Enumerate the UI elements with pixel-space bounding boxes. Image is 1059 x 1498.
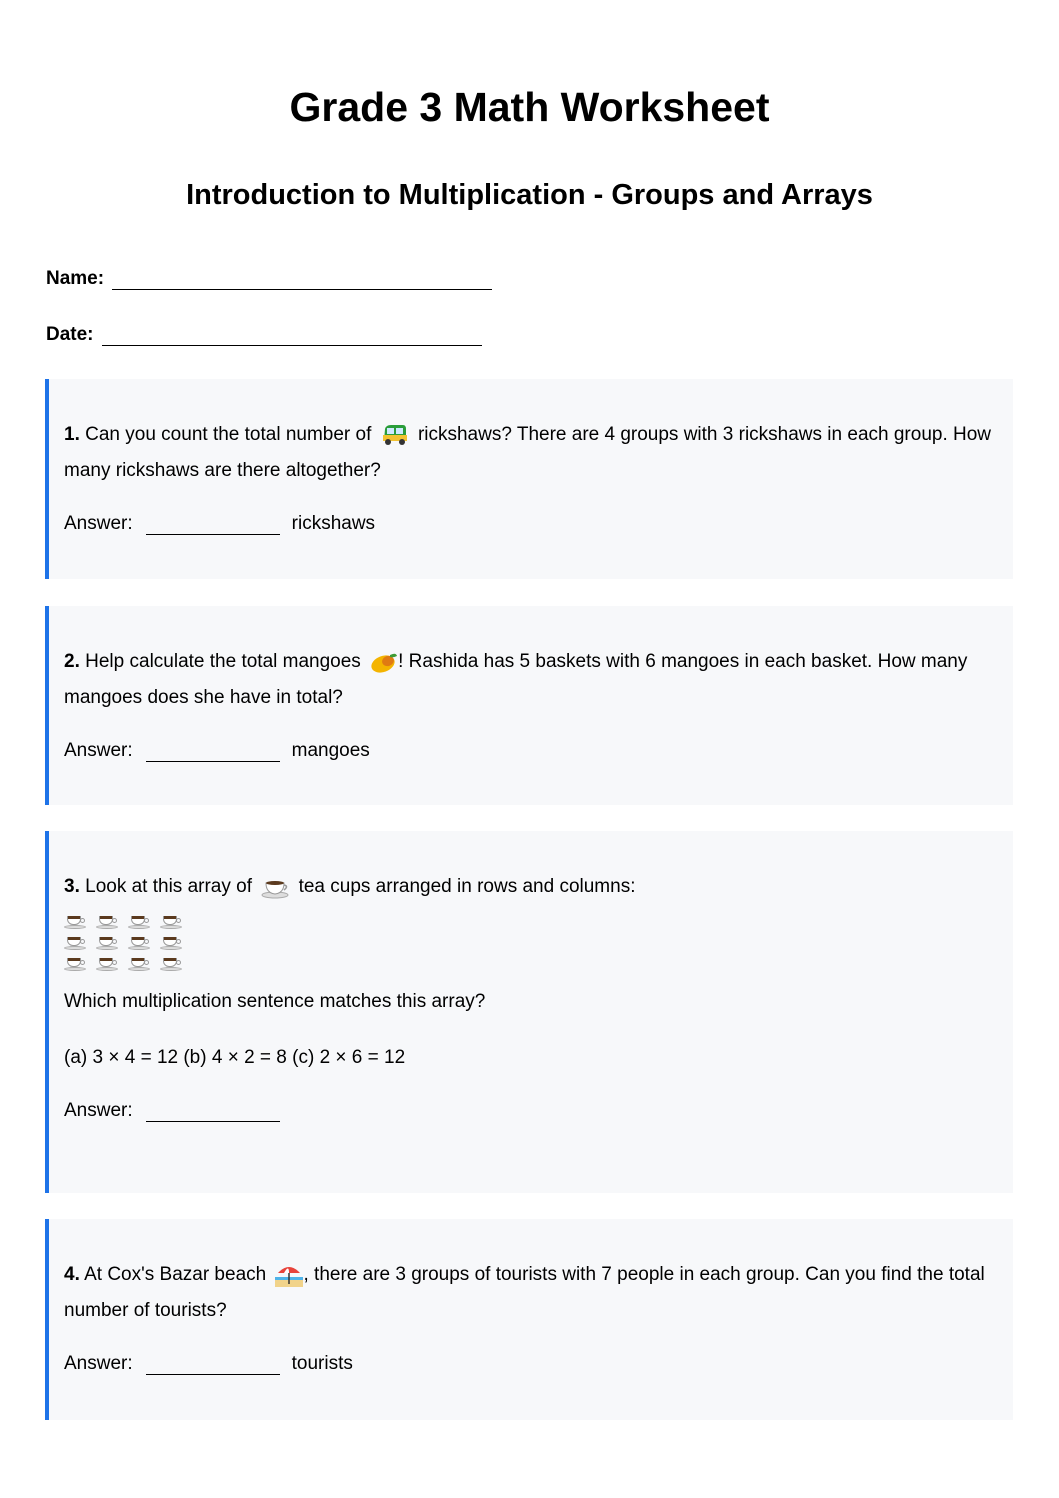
tea-cup-icon (96, 955, 118, 971)
tea-cup-array (64, 913, 1013, 976)
question-number: 1. (64, 424, 80, 445)
question-text-before: Can you count the total number of (85, 424, 372, 445)
answer-unit: tourists (291, 1353, 353, 1374)
question-card-2 (45, 606, 1013, 805)
name-label: Name: (46, 268, 105, 289)
tea-cup-icon (64, 913, 86, 929)
tea-cup-icon (160, 913, 182, 929)
answer-label: Answer: (64, 1353, 133, 1374)
question-card-3 (45, 831, 1013, 1193)
question-text-after: , there are 3 groups of tourists with 7 people in each group. Can you find the total number of tourists? (64, 1264, 985, 1321)
name-field (46, 268, 492, 290)
tea-cup-icon (160, 955, 182, 971)
tea-cup-icon (64, 934, 86, 950)
date-label: Date: (46, 324, 94, 345)
question-text-2 (64, 644, 1013, 716)
question-card-4 (45, 1219, 1013, 1420)
answer-row-4 (64, 1351, 1013, 1375)
answer-blank[interactable] (146, 517, 280, 535)
answer-row-3 (64, 1098, 1013, 1122)
tea-cup-icon (261, 875, 289, 899)
tea-cup-icon (160, 934, 182, 950)
array-prompt: Which multiplication sentence matches this array? (64, 991, 486, 1012)
question-text-after: tea cups arranged in rows and columns: (298, 876, 636, 897)
question-text-after: rickshaws? There are 4 groups with 3 rickshaws in each group. How many rickshaws are there altogether? (64, 424, 992, 481)
array-row (64, 955, 1013, 976)
answer-blank[interactable] (146, 744, 280, 762)
tea-cup-icon (128, 913, 150, 929)
question-text-before: Look at this array of (85, 876, 253, 897)
question-text-3 (64, 869, 1013, 905)
array-row (64, 934, 1013, 955)
question-card-1 (45, 379, 1013, 579)
tea-cup-icon (128, 934, 150, 950)
question-text-4 (64, 1257, 1013, 1329)
beach-umbrella-icon (275, 1263, 303, 1287)
question-text-1 (64, 417, 1013, 489)
answer-row-1 (64, 511, 1013, 535)
answer-row-2 (64, 738, 1013, 762)
answer-label: Answer: (64, 740, 133, 761)
question-text-before: Help calculate the total mangoes (85, 651, 361, 672)
answer-options: (a) 3 × 4 = 12 (b) 4 × 2 = 8 (c) 2 × 6 = 12 (64, 1047, 406, 1068)
question-text-after: ! Rashida has 5 baskets with 6 mangoes in each basket. How many mangoes does she have in total? (64, 651, 968, 708)
mango-icon (370, 650, 398, 674)
answer-label: Answer: (64, 513, 133, 534)
array-row (64, 913, 1013, 934)
answer-label: Answer: (64, 1100, 133, 1121)
question-number: 3. (64, 876, 80, 897)
answer-unit: mangoes (291, 740, 370, 761)
auto-rickshaw-icon (381, 423, 409, 447)
answer-blank[interactable] (146, 1357, 280, 1375)
page-subtitle: Introduction to Multiplication - Groups and Arrays (186, 179, 873, 211)
tea-cup-icon (96, 913, 118, 929)
tea-cup-icon (128, 955, 150, 971)
date-field (46, 324, 482, 346)
question-number: 2. (64, 651, 80, 672)
tea-cup-icon (96, 934, 118, 950)
page-title: Grade 3 Math Worksheet (289, 84, 770, 130)
question-text-before: At Cox's Bazar beach (84, 1264, 267, 1285)
answer-unit: rickshaws (291, 513, 376, 534)
tea-cup-icon (64, 955, 86, 971)
answer-blank[interactable] (146, 1104, 280, 1122)
question-number: 4. (64, 1264, 80, 1285)
date-blank-line[interactable] (102, 328, 482, 346)
name-blank-line[interactable] (112, 272, 492, 290)
